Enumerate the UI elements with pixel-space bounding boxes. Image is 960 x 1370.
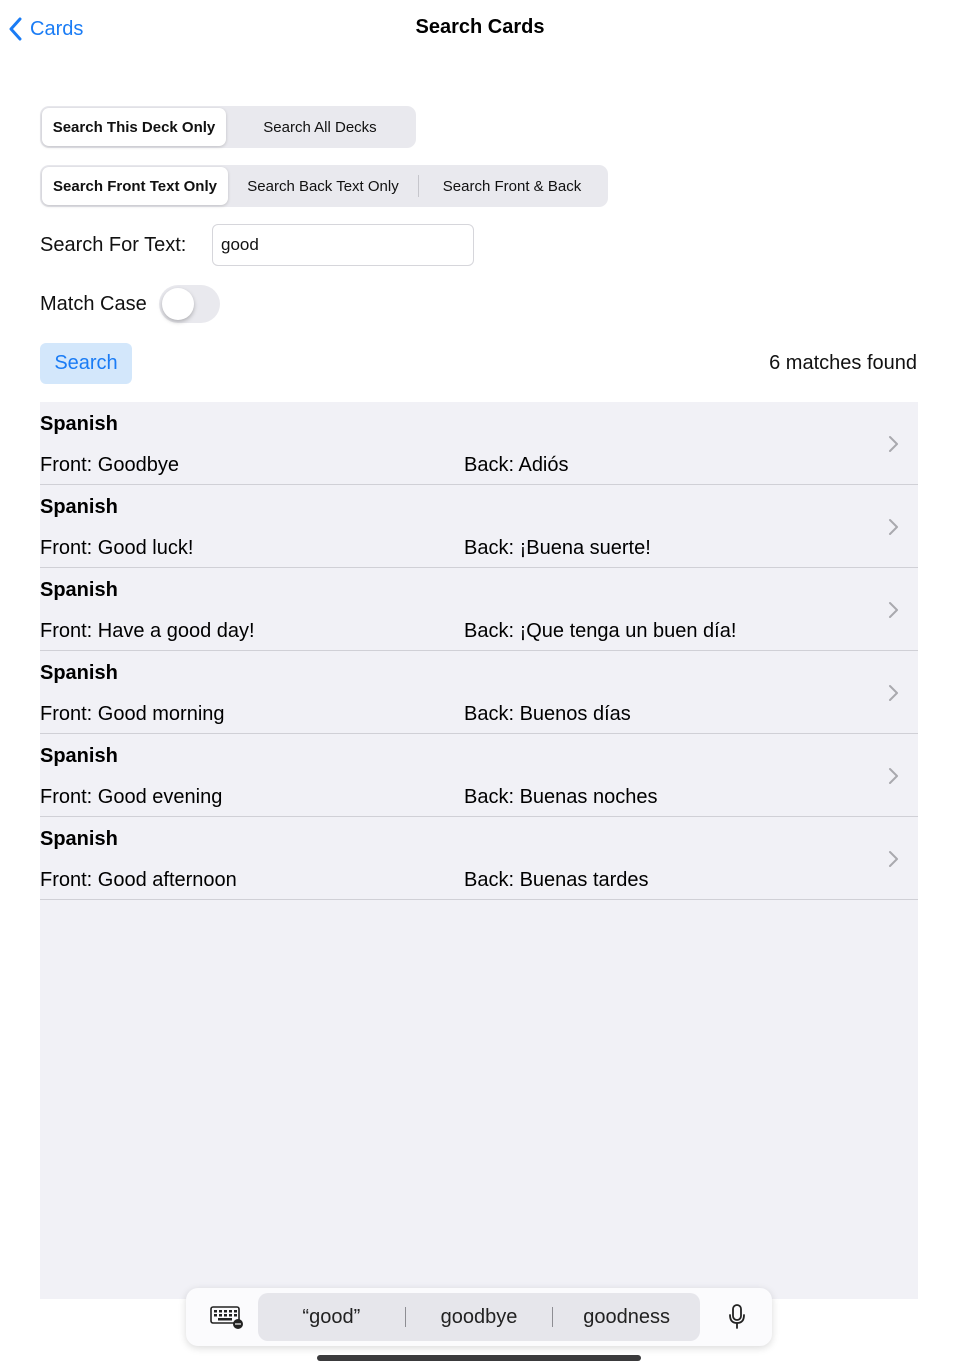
result-front-text: Front: Good evening: [40, 786, 223, 808]
keyboard-suggestion-bar: [186, 1288, 772, 1346]
result-front-text: Front: Good morning: [40, 703, 225, 725]
segment-search-front-text[interactable]: Search Front Text Only: [42, 167, 228, 205]
result-front-text: Front: Good afternoon: [40, 869, 237, 891]
search-input[interactable]: [212, 224, 474, 266]
suggestion-item[interactable]: goodbye: [440, 1305, 518, 1328]
segment-search-this-deck[interactable]: Search This Deck Only: [42, 108, 226, 146]
keyboard-icon[interactable]: [210, 1305, 244, 1329]
chevron-right-icon: [888, 600, 900, 620]
segment-search-back-text[interactable]: Search Back Text Only: [247, 177, 399, 195]
chevron-right-icon: [888, 434, 900, 454]
navigation-bar: [0, 0, 960, 58]
result-deck-name: Spanish: [40, 579, 118, 601]
match-count-text: 6 matches found: [769, 352, 917, 374]
segment-search-front-and-back[interactable]: Search Front & Back: [442, 177, 582, 195]
result-front-text: Front: Have a good day!: [40, 620, 255, 642]
result-front-text: Front: Good luck!: [40, 537, 194, 559]
result-row[interactable]: [40, 817, 918, 900]
result-deck-name: Spanish: [40, 662, 118, 684]
home-indicator[interactable]: [317, 1355, 641, 1361]
result-row[interactable]: [40, 402, 918, 485]
suggestion-item[interactable]: goodness: [583, 1305, 671, 1328]
result-row[interactable]: [40, 485, 918, 568]
chevron-right-icon: [888, 766, 900, 786]
chevron-right-icon: [888, 683, 900, 703]
search-button[interactable]: Search: [40, 343, 132, 384]
result-row[interactable]: [40, 734, 918, 817]
match-case-toggle[interactable]: [159, 285, 220, 323]
chevron-right-icon: [888, 849, 900, 869]
result-back-text: Back: ¡Buena suerte!: [464, 537, 651, 559]
result-front-text: Front: Goodbye: [40, 454, 179, 476]
search-text-label: Search For Text:: [40, 234, 187, 256]
result-back-text: Back: Buenas tardes: [464, 869, 649, 891]
toggle-knob: [162, 288, 194, 320]
result-back-text: Back: Adiós: [464, 454, 569, 476]
segment-search-all-decks[interactable]: Search All Decks: [263, 118, 377, 136]
deck-scope-segmented-control: [40, 106, 416, 148]
microphone-icon[interactable]: [728, 1304, 746, 1330]
result-back-text: Back: Buenas noches: [464, 786, 658, 808]
result-deck-name: Spanish: [40, 828, 118, 850]
chevron-right-icon: [888, 517, 900, 537]
result-back-text: Back: ¡Que tenga un buen día!: [464, 620, 737, 642]
result-back-text: Back: Buenos días: [464, 703, 631, 725]
result-deck-name: Spanish: [40, 413, 118, 435]
results-list: [40, 402, 918, 1299]
back-button-label: Cards: [30, 17, 84, 40]
predictive-suggestions: [258, 1293, 700, 1341]
result-deck-name: Spanish: [40, 745, 118, 767]
suggestion-item[interactable]: “good”: [302, 1305, 361, 1328]
page-title: Search Cards: [415, 16, 545, 38]
side-scope-segmented-control: [40, 165, 608, 207]
match-case-label: Match Case: [40, 293, 147, 315]
result-deck-name: Spanish: [40, 496, 118, 518]
result-row[interactable]: [40, 568, 918, 651]
result-row[interactable]: [40, 651, 918, 734]
